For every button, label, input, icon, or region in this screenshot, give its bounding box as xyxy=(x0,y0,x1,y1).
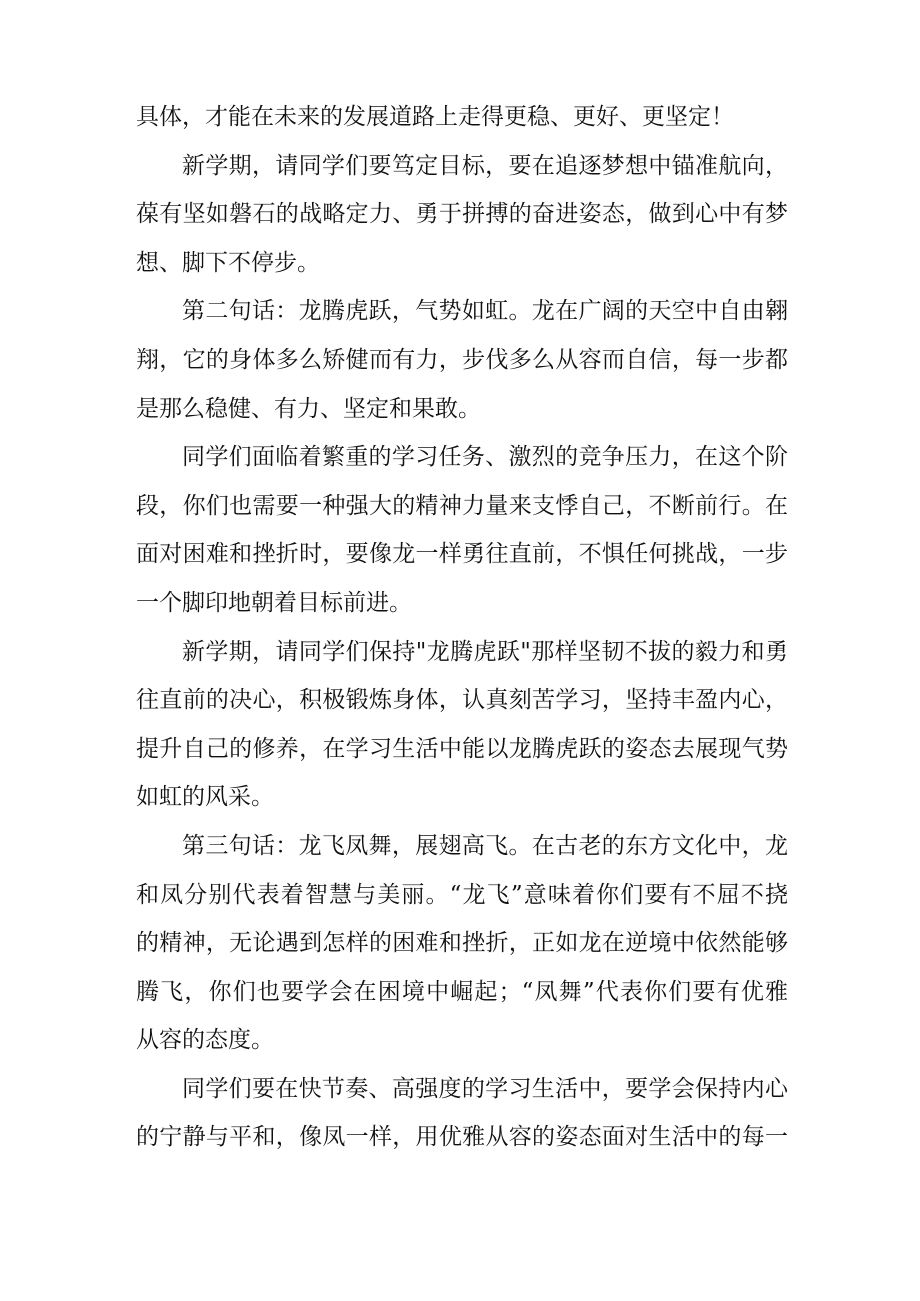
text-line: 如虹的风采。 xyxy=(136,784,274,811)
text-line: 具体，才能在未来的发展道路上走得更稳、更好、更坚定！ xyxy=(136,104,734,130)
text-line: 的精神，无论遇到怎样的困难和挫折，正如龙在逆境中依然能够 xyxy=(136,930,788,957)
text-line: 想、脚下不停步。 xyxy=(136,249,320,276)
text-line: 腾飞，你们也要学会在困境中崛起；“凤舞”代表你们要有优雅 xyxy=(136,978,788,1005)
text-line: 从容的态度。 xyxy=(136,1027,274,1054)
paragraph xyxy=(136,287,788,433)
document-body xyxy=(136,93,788,1162)
paragraph xyxy=(136,1065,788,1162)
paragraph xyxy=(136,628,788,822)
text-line: 是那么稳健、有力、坚定和果敢。 xyxy=(136,395,481,422)
text-line: 新学期，请同学们要笃定目标，要在追逐梦想中锚准航向， xyxy=(182,152,788,179)
text-line: 和凤分别代表着智慧与美丽。“龙飞”意味着你们要有不屈不挠 xyxy=(136,881,788,908)
text-line: 翔，它的身体多么矫健而有力，步伐多么从容而自信，每一步都 xyxy=(136,346,788,373)
text-line: 新学期，请同学们保持"龙腾虎跃"那样坚韧不拔的毅力和勇 xyxy=(182,638,788,665)
paragraph xyxy=(136,93,788,142)
text-line: 提升自己的修养，在学习生活中能以龙腾虎跃的姿态去展现气势 xyxy=(136,735,788,762)
text-line: 往直前的决心，积极锻炼身体，认真刻苦学习，坚持丰盈内心， xyxy=(136,687,788,714)
text-line: 第三句话：龙飞凤舞，展翅高飞。在古老的东方文化中，龙 xyxy=(182,832,788,859)
paragraph xyxy=(136,822,788,1065)
paragraph xyxy=(136,433,788,627)
text-line: 葆有坚如磐石的战略定力、勇于拼搏的奋进姿态，做到心中有梦 xyxy=(136,201,788,228)
text-line: 同学们面临着繁重的学习任务、激烈的竞争压力，在这个阶 xyxy=(182,444,788,471)
text-line: 面对困难和挫折时，要像龙一样勇往直前，不惧任何挑战，一步 xyxy=(136,541,788,568)
text-line: 的宁静与平和，像凤一样，用优雅从容的姿态面对生活中的每一 xyxy=(136,1124,788,1151)
text-line: 同学们要在快节奏、高强度的学习生活中，要学会保持内心 xyxy=(182,1075,788,1102)
text-line: 一个脚印地朝着目标前进。 xyxy=(136,589,412,616)
paragraph xyxy=(136,142,788,288)
text-line: 第二句话：龙腾虎跃，气势如虹。龙在广阔的天空中自由翱 xyxy=(182,298,788,325)
text-line: 段，你们也需要一种强大的精神力量来支悸自己，不断前行。在 xyxy=(136,492,788,519)
